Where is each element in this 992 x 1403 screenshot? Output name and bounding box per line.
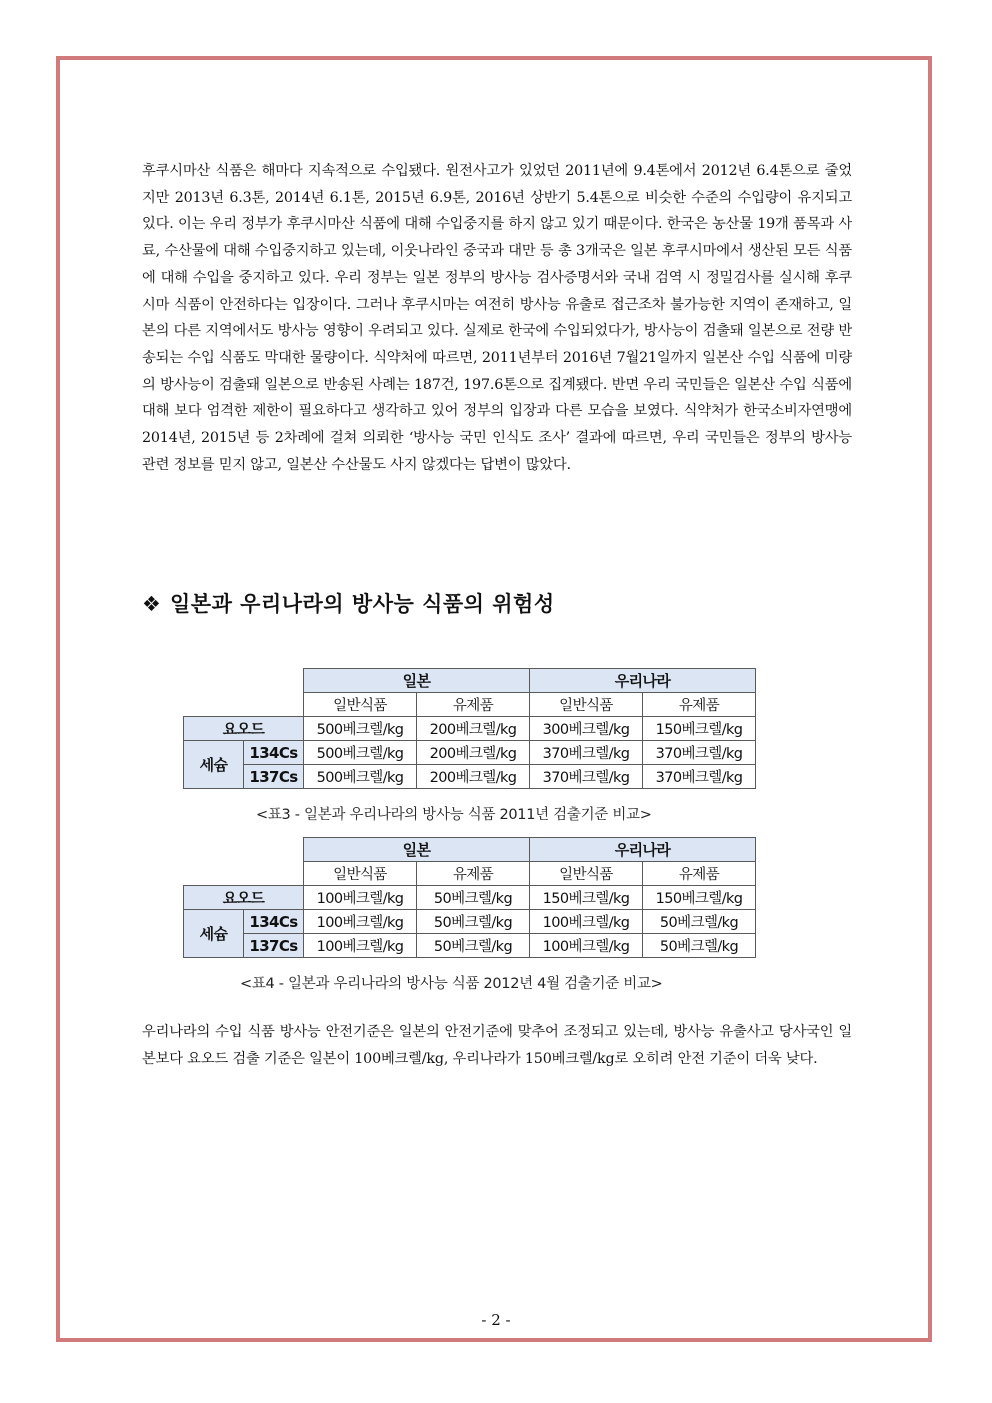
table-caption-3: <표3 - 일본과 우리나라의 방사능 식품 2011년 검출기준 비교> [256, 807, 652, 823]
table-cell: 200베크렐/kg [417, 741, 530, 765]
table-cell: 370베크렐/kg [530, 741, 643, 765]
subheader-japan-dairy: 유제품 [417, 693, 530, 717]
body-paragraph-2: 우리나라의 수입 식품 방사능 안전기준은 일본의 안전기준에 맞추어 조정되고 있는데, 방사능 유출사고 당사국인 일본보다 요오드 검출 기준은 일본이 100베크렐/kg, 우리나라가 150베크렐/kg로 오히려 안전 기준이 더욱 낮다. [142, 1024, 852, 1067]
table-cell: 200베크렐/kg [417, 765, 530, 789]
table-cell: 150베크렐/kg [643, 717, 756, 741]
row-label-cs134: 134Cs [244, 910, 304, 934]
table-corner-blank [184, 669, 304, 717]
table-row-iodine [184, 886, 756, 910]
table-cell: 50베크렐/kg [417, 934, 530, 958]
table-cell: 100베크렐/kg [530, 910, 643, 934]
row-label-cs134: 134Cs [244, 741, 304, 765]
row-label-cesium: 세슘 [184, 910, 244, 958]
subheader-korea-dairy: 유제품 [643, 862, 756, 886]
table-corner-blank [184, 838, 304, 886]
row-label-iodine: 요오드 [184, 717, 304, 741]
table-cell: 370베크렐/kg [643, 741, 756, 765]
table-cell: 500베크렐/kg [304, 717, 417, 741]
subheader-korea-dairy: 유제품 [643, 693, 756, 717]
subheader-japan-general: 일반식품 [304, 693, 417, 717]
table-cell: 500베크렐/kg [304, 741, 417, 765]
table-cell: 370베크렐/kg [643, 765, 756, 789]
table-caption-4: <표4 - 일본과 우리나라의 방사능 식품 2012년 4월 검출기준 비교> [240, 976, 663, 992]
table-cell: 500베크렐/kg [304, 765, 417, 789]
page-number: - 2 - [481, 1311, 511, 1329]
table-row-iodine [184, 717, 756, 741]
table-row-cs134 [184, 741, 756, 765]
table-row-country-header [184, 669, 756, 693]
table-2011-standards [183, 668, 756, 789]
table-cell: 50베크렐/kg [417, 910, 530, 934]
row-label-cs137: 137Cs [244, 934, 304, 958]
header-japan: 일본 [304, 669, 530, 693]
table-cell: 200베크렐/kg [417, 717, 530, 741]
subheader-japan-general: 일반식품 [304, 862, 417, 886]
table-cell: 50베크렐/kg [643, 910, 756, 934]
header-korea: 우리나라 [530, 838, 756, 862]
subheader-korea-general: 일반식품 [530, 862, 643, 886]
table-row-cs137 [184, 765, 756, 789]
subheader-korea-general: 일반식품 [530, 693, 643, 717]
row-label-cs137: 137Cs [244, 765, 304, 789]
row-label-iodine: 요오드 [184, 886, 304, 910]
row-label-cesium: 세슘 [184, 741, 244, 789]
table-cell: 50베크렐/kg [643, 934, 756, 958]
table-cell: 150베크렐/kg [643, 886, 756, 910]
table-cell: 100베크렐/kg [304, 934, 417, 958]
table-cell: 50베크렐/kg [417, 886, 530, 910]
table-cell: 100베크렐/kg [304, 910, 417, 934]
diamond-bullet-icon: ❖ [142, 592, 162, 616]
table-row-cs137 [184, 934, 756, 958]
subheader-japan-dairy: 유제품 [417, 862, 530, 886]
table-row-cs134 [184, 910, 756, 934]
table-cell: 300베크렐/kg [530, 717, 643, 741]
table-cell: 150베크렐/kg [530, 886, 643, 910]
table-cell: 100베크렐/kg [530, 934, 643, 958]
table-cell: 370베크렐/kg [530, 765, 643, 789]
table-cell: 100베크렐/kg [304, 886, 417, 910]
header-japan: 일본 [304, 838, 530, 862]
section-heading-text: 일본과 우리나라의 방사능 식품의 위험성 [170, 592, 555, 616]
header-korea: 우리나라 [530, 669, 756, 693]
section-heading [142, 588, 555, 618]
body-paragraph-1: 후쿠시마산 식품은 해마다 지속적으로 수입됐다. 원전사고가 있었던 2011년에 9.4톤에서 2012년 6.4톤으로 줄었지만 2013년 6.3톤, 2014년 6.1톤, 2015년 6.9톤, 2016년 상반기 5.4톤으로 비슷한 수준의 수입량이 유지되고 있다. 이는 우리 정부가 후쿠시마산 식품에 대해 수입중지를 하지 않고 있기 때문이다. 한국은 농산물 19개 품목과 사료, 수산물에 대해 수입중지하고 있는데, 이웃나라인 중국과 대만 등 총 3개국은 일본 후쿠시마에서 생산된 모든 식품에 대해 수입을 중지하고 있다. 우리 정부는 일본 정부의 방사능 검사증명서와 국내 검역 시 정밀검사를 실시해 후쿠시마 식품이 안전하다는 입장이다. 그러나 후쿠시마는 여전히 방사능 유출로 접근조차 불가능한 지역이 존재하고, 일본의 다른 지역에서도 방사능 영향이 우려되고 있다. 실제로 한국에 수입되었다가, 방사능이 검출돼 일본으로 전량 반송되는 수입 식품도 막대한 물량이다. 식약처에 따르면, 2011년부터 2016년 7월21일까지 일본산 수입 식품에 미량의 방사능이 검출돼 일본으로 반송된 사례는 187건, 197.6톤으로 집계됐다. 반면 우리 국민들은 일본산 수입 식품에 대해 보다 엄격한 제한이 필요하다고 생각하고 있어 정부의 입장과 다른 모습을 보였다. 식약처가 한국소비자연맹에 2014년, 2015년 등 2차례에 걸쳐 의뢰한 ‘방사능 국민 인식도 조사’ 결과에 따르면, 우리 국민들은 정부의 방사능 관련 정보를 믿지 않고, 일본산 수산물도 사지 않겠다는 답변이 많았다. [142, 163, 852, 473]
table-2012-standards [183, 837, 756, 958]
table-row-country-header [184, 838, 756, 862]
